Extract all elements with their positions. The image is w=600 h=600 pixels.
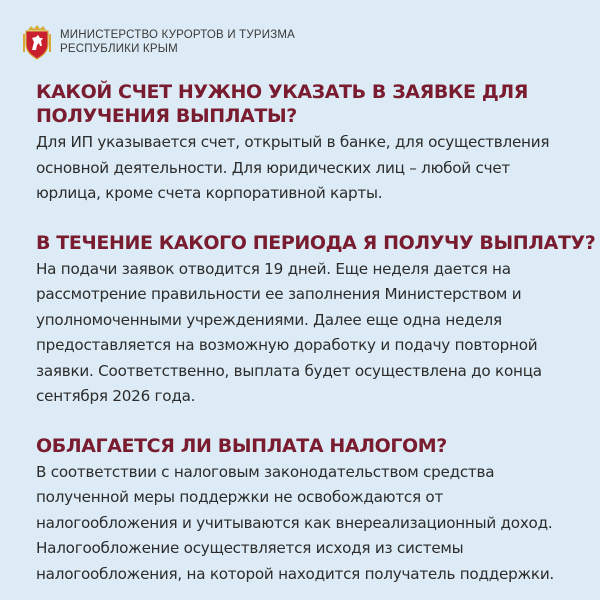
body-line: На подачи заявок отводится 19 дней. Еще неделя дается на — [36, 259, 511, 278]
faq-content — [36, 80, 596, 587]
faq-section-period — [36, 231, 596, 410]
body-line: налогообложения, на которой находится получатель поддержки. — [36, 564, 555, 583]
body-line: заявки. Соответственно, выплата будет осуществлена до конца — [36, 361, 542, 380]
faq-section-tax — [36, 434, 584, 588]
title-line: КАКОЙ СЧЕТ НУЖНО УКАЗАТЬ В ЗАЯВКЕ ДЛЯ — [36, 81, 528, 103]
body-line: Налогообложение осуществляется исходя из системы — [36, 539, 464, 557]
title-line: В ТЕЧЕНИЕ КАКОГО ПЕРИОДА Я ПОЛУЧУ ВЫПЛАТУ? — [36, 231, 596, 254]
answer-text — [36, 130, 584, 207]
body-line: налогообложения и учитываются как внереализационный доход. — [36, 513, 553, 532]
body-line: уполномоченными учреждениями. Далее еще одна неделя — [36, 310, 502, 329]
crimea-coat-of-arms-icon — [22, 24, 52, 60]
body-line: Для ИП указывается счет, открытый в банке, для осуществления — [36, 133, 550, 151]
body-line: основной деятельности. Для юридических лиц – любой счет — [36, 158, 511, 177]
body-line: рассмотрение правильности ее заполнения Министерством и — [36, 285, 522, 303]
ministry-name — [60, 28, 295, 56]
question-title — [36, 80, 584, 128]
header — [22, 24, 295, 60]
question-title — [36, 434, 584, 458]
body-line: сентября 2026 года. — [36, 387, 196, 405]
body-line: предоставляется на возможную доработку и подачу повторной — [36, 336, 538, 354]
ministry-line-1: МИНИСТЕРСТВО КУРОРТОВ И ТУРИЗМА — [60, 29, 296, 41]
body-line: полученной меры поддержки не освобождаются от — [36, 488, 444, 506]
question-title — [36, 231, 596, 255]
title-line: ОБЛАГАЕТСЯ ЛИ ВЫПЛАТА НАЛОГОМ? — [36, 434, 447, 457]
answer-text — [36, 257, 584, 410]
answer-text — [36, 460, 584, 588]
body-line: В соответствии с налоговым законодательством средства — [36, 462, 495, 481]
body-line: юрлица, кроме счета корпоративной карты. — [36, 184, 383, 202]
ministry-line-2: РЕСПУБЛИКИ КРЫМ — [60, 43, 178, 55]
faq-section-account — [36, 80, 584, 207]
title-line: ПОЛУЧЕНИЯ ВЫПЛАТЫ? — [36, 105, 297, 127]
